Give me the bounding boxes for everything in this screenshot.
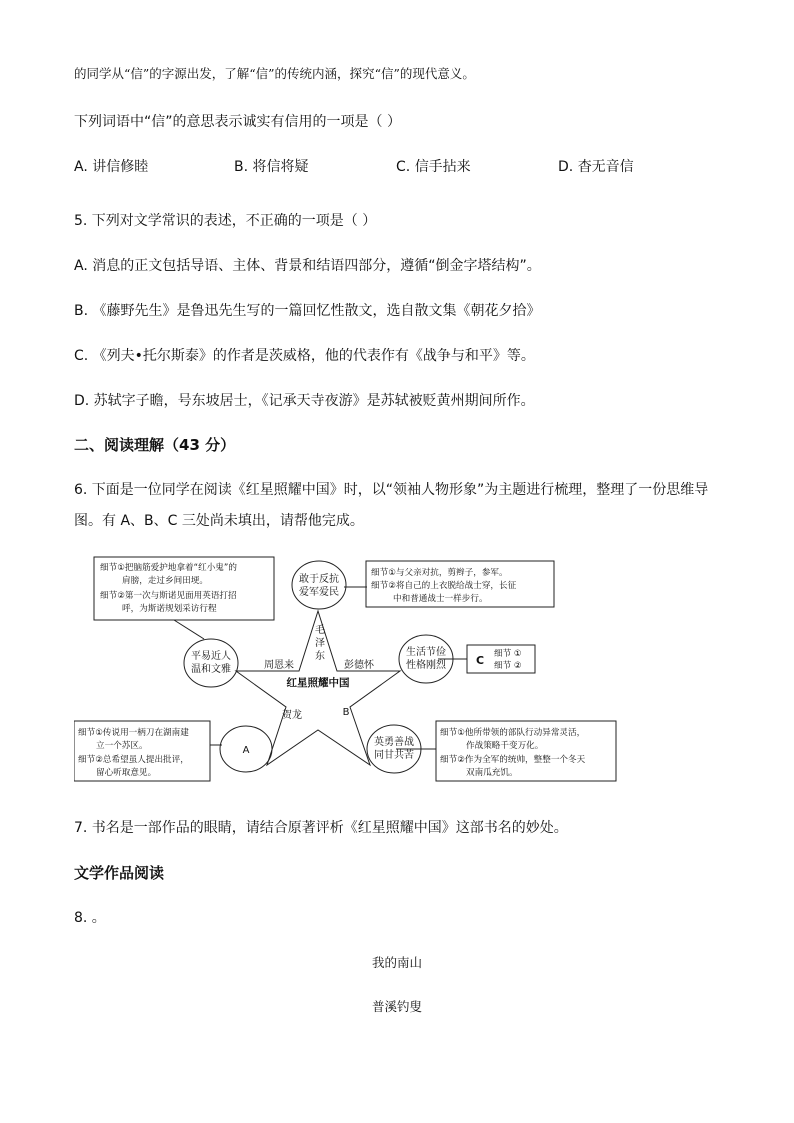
circle-top [292, 561, 346, 609]
lit-section-title: 文学作品阅读 [74, 864, 165, 882]
connector [174, 620, 204, 639]
box-text: 留心听取意见。 [96, 768, 157, 778]
circle-right-line-1: 生活节俭 [406, 647, 446, 658]
option-text: 杳无音信 [577, 159, 634, 175]
circle-bottom-left-label: A [242, 745, 250, 756]
circle-right-line-2: 性格刚烈 [406, 660, 446, 671]
box-text: 细节①把脑筋爱护地拿着“红小鬼”的 [100, 563, 237, 573]
q5-option-a: A. 消息的正文包括导语、主体、背景和结语四部分，遵循“倒金字塔结构”。 [74, 258, 541, 274]
option-text: 讲信修睦 [92, 159, 149, 175]
option-text: 将信将疑 [252, 159, 309, 175]
q4-stem: 下列词语中“信”的意思表示诚实有信用的一项是（ ） [74, 114, 401, 130]
box-text: 立一个苏区。 [96, 741, 148, 751]
box-text: 肩膀，走过乡间田埂。 [122, 576, 208, 586]
circle-left-line-2: 温和文雅 [191, 664, 231, 675]
q6-line-1: 6. 下面是一位同学在阅读《红星照耀中国》时，以“领袖人物形象”为主题进行梳理，整理了一份思维导 [74, 482, 709, 498]
q4-option-d [558, 156, 634, 176]
box-text: 细节②总希望虽人提出批评， [78, 755, 189, 765]
arm-top-char-1: 毛 [315, 625, 325, 636]
section-title: 二、阅读理解（43 分） [74, 436, 236, 454]
q6-line-2: 图。有 A、B、C 三处尚未填出，请帮他完成。 [74, 513, 364, 529]
arm-bottom-right-label: B [342, 707, 350, 718]
mind-map-diagram [74, 555, 620, 787]
box-text: 中和普通战士一样步行。 [393, 594, 488, 604]
q8-stem: 8. 。 [74, 910, 106, 926]
essay-author: 普溪钓叟 [371, 999, 422, 1014]
q5-option-d: D. 苏轼字子瞻，号东坡居士，《记承天寺夜游》是苏轼被贬黄州期间所作。 [74, 393, 535, 409]
box-c-label: C [476, 654, 485, 667]
option-letter: D. [558, 159, 574, 175]
arm-right-label: 彭德怀 [344, 660, 374, 671]
q5-option-b: B. 《藤野先生》是鲁迅先生写的一篇回忆性散文，选自散文集《朝花夕拾》 [74, 303, 541, 319]
box-text: 作战策略千变万化。 [466, 741, 544, 751]
option-letter: B. [234, 159, 249, 175]
circle-top-line-1: 敢于反抗 [299, 574, 339, 585]
box-text: 细节②将自己的上衣脱给战士穿，长征 [371, 581, 517, 591]
circle-top-line-2: 爱军爱民 [299, 587, 339, 598]
q5-stem: 5. 下列对文学常识的表述，不正确的一项是（ ） [74, 213, 377, 229]
circle-bottom-right-line-2: 同甘共苦 [374, 750, 414, 761]
box-text: 细节②第一次与斯诺见面用英语打招 [100, 591, 237, 601]
option-text: 信手拈来 [414, 159, 471, 175]
star-center-title: 红星照耀中国 [286, 677, 350, 689]
arm-top-char-3: 东 [315, 651, 325, 662]
q7-stem: 7. 书名是一部作品的眼睛，请结合原著评析《红星照耀中国》这部书名的妙处。 [74, 820, 568, 836]
box-text: 细节 ① [494, 649, 522, 659]
circle-bottom-right-line-1: 英勇善战 [374, 737, 414, 748]
box-text: 细节①他所带领的部队行动异常灵活， [440, 728, 586, 738]
intro-line: 的同学从“信”的字源出发，了解“信”的传统内涵，探究“信”的现代意义。 [74, 66, 475, 81]
arm-top-char-2: 泽 [315, 638, 325, 649]
q4-option-a [74, 156, 148, 176]
q4-option-c [396, 156, 471, 176]
box-text: 细节①与父亲对抗，剪辫子，参军。 [371, 568, 508, 578]
arm-left-label: 周恩来 [264, 660, 294, 671]
circle-left-line-1: 平易近人 [191, 651, 231, 662]
box-text: 细节 ② [494, 661, 522, 671]
essay-title: 我的南山 [371, 955, 422, 970]
arm-bottom-left-label: 贺龙 [282, 710, 302, 721]
option-letter: C. [396, 159, 411, 175]
box-text: 细节①传说用一柄刀在湖南建 [78, 728, 189, 738]
box-text: 双南瓜充饥。 [466, 768, 518, 778]
box-text: 呼，为斯诺规划采访行程 [122, 604, 217, 614]
box-text: 细节②作为全军的统帅，整整一个冬天 [440, 755, 586, 765]
circle-left [184, 639, 238, 687]
q5-option-c: C. 《列夫•托尔斯泰》的作者是茨威格，他的代表作有《战争与和平》等。 [74, 348, 535, 364]
q4-option-b [234, 156, 309, 176]
option-letter: A. [74, 159, 88, 175]
